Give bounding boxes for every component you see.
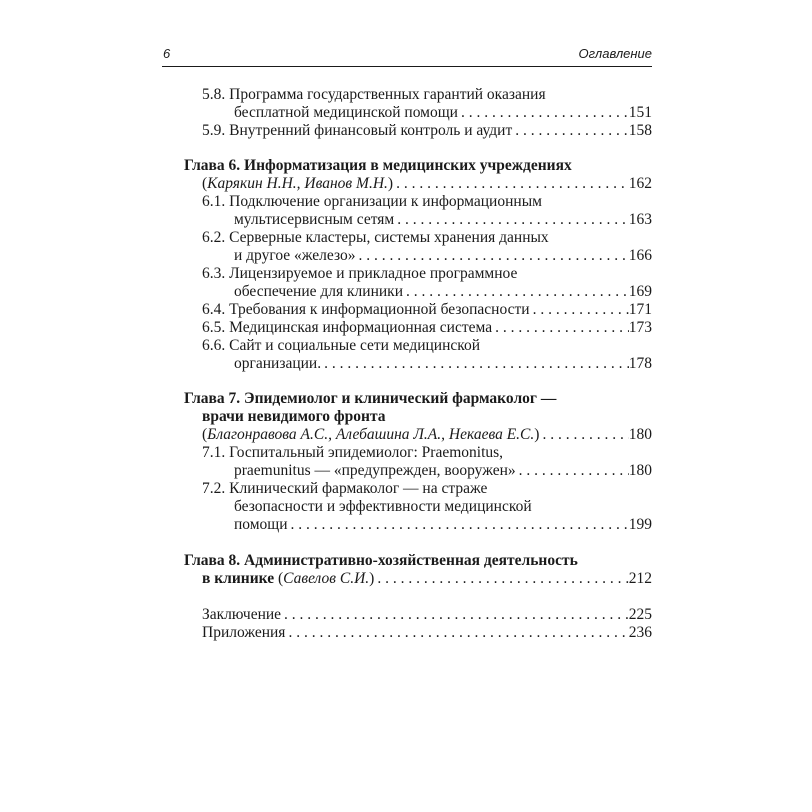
toc-page-number: 171	[628, 301, 652, 318]
leader-dots	[403, 283, 629, 301]
leader-dots	[285, 624, 628, 642]
toc-chapter-7-line1: Глава 7. Эпидемиолог и клинический фармаколог —	[184, 390, 557, 407]
toc-entry-5-8-line1: 5.8. Программа государственных гарантий оказания	[202, 86, 546, 103]
toc-entry-6-6-line1: 6.6. Сайт и социальные сети медицинской	[202, 337, 481, 354]
toc-entry-7-2[interactable]	[234, 516, 652, 534]
toc-page-number: 173	[628, 319, 652, 336]
toc-entry-appendix[interactable]	[202, 624, 652, 642]
toc-entry-7-2-line2: безопасности и эффективности медицинской	[234, 498, 532, 515]
leader-dots	[393, 175, 629, 193]
toc-page-number: 158	[628, 122, 652, 139]
toc-chapter-title-authors: в клинике (Савелов С.И.)	[202, 570, 375, 587]
toc-page-number: 162	[628, 175, 652, 192]
toc-chapter-7[interactable]	[202, 426, 652, 444]
toc-entry-6-4[interactable]	[202, 301, 652, 319]
toc-entry-title: мультисервисным сетям	[234, 211, 395, 228]
toc-entry-7-1[interactable]	[234, 462, 652, 480]
toc-entry-title: обеспечение для клиники	[234, 283, 403, 300]
toc-entry-title: praemunitus — «предупрежден, вооружен»	[234, 462, 516, 479]
toc-page-number: 151	[628, 104, 652, 121]
toc-chapter-8-line1: Глава 8. Административно-хозяйственная деятельность	[184, 552, 578, 569]
toc-entry-title: 6.5. Медицинская информационная система	[202, 319, 493, 336]
leader-dots	[374, 570, 628, 588]
toc-entry-title: организации.	[234, 355, 322, 372]
toc-entry-5-9[interactable]	[202, 122, 652, 140]
leader-dots	[512, 122, 629, 140]
toc-page-number: 180	[628, 426, 652, 443]
toc-chapter-authors: (Карякин Н.Н., Иванов М.Н.)	[202, 175, 394, 192]
leader-dots	[356, 247, 629, 265]
leader-dots	[321, 355, 629, 373]
toc-page-number: 212	[628, 570, 652, 587]
toc-page-number: 180	[628, 462, 652, 479]
toc-chapter-7-line2: врачи невидимого фронта	[202, 408, 386, 425]
leader-dots	[530, 301, 629, 319]
toc-page-number: 169	[628, 283, 652, 300]
leader-dots	[458, 104, 629, 122]
leader-dots	[539, 426, 628, 444]
running-header: Оглавление	[578, 46, 652, 61]
toc-chapter-authors: (Благонравова А.С., Алебашина Л.А., Некаева Е.С.)	[202, 426, 540, 443]
toc-entry-title: Приложения	[202, 624, 286, 641]
toc-entry-title: 6.4. Требования к информационной безопасности	[202, 301, 530, 318]
toc-entry-6-6[interactable]	[234, 355, 652, 373]
toc-chapter-6-title: Глава 6. Информатизация в медицинских учреждениях	[184, 157, 572, 174]
page-number: 6	[163, 46, 171, 61]
toc-chapter-6[interactable]	[202, 175, 652, 193]
toc-page-number: 199	[628, 516, 652, 533]
leader-dots	[516, 462, 629, 480]
toc-entry-6-5[interactable]	[202, 319, 652, 337]
toc-entry-6-3[interactable]	[234, 283, 652, 301]
header-rule	[162, 66, 652, 67]
toc-page-number: 166	[628, 247, 652, 264]
toc-entry-title: Заключение	[202, 606, 282, 623]
toc-page-number: 225	[628, 606, 652, 623]
toc-page-number: 178	[628, 355, 652, 372]
toc-entry-conclusion[interactable]	[202, 606, 652, 624]
toc-entry-title: 5.9. Внутренний финансовый контроль и аудит	[202, 122, 513, 139]
toc-entry-6-1-line1: 6.1. Подключение организации к информационным	[202, 193, 542, 210]
toc-entry-5-8[interactable]	[234, 104, 652, 122]
toc-entry-title: и другое «железо»	[234, 247, 356, 264]
toc-entry-7-1-line1: 7.1. Госпитальный эпидемиолог: Praemonitus,	[202, 444, 504, 461]
toc-entry-6-3-line1: 6.3. Лицензируемое и прикладное программное	[202, 265, 518, 282]
leader-dots	[288, 516, 629, 534]
leader-dots	[394, 211, 629, 229]
toc-page-number: 163	[628, 211, 652, 228]
toc-chapter-8[interactable]	[202, 570, 652, 588]
toc-entry-6-2[interactable]	[234, 247, 652, 265]
toc-entry-title: бесплатной медицинской помощи	[234, 104, 458, 121]
leader-dots	[492, 319, 629, 337]
toc-entry-6-2-line1: 6.2. Серверные кластеры, системы хранения данных	[202, 229, 549, 246]
toc-entry-title: помощи	[234, 516, 288, 533]
toc-entry-7-2-line1: 7.2. Клинический фармаколог — на страже	[202, 480, 488, 497]
leader-dots	[281, 606, 629, 624]
toc-page-number: 236	[628, 624, 652, 641]
toc-entry-6-1[interactable]	[234, 211, 652, 229]
